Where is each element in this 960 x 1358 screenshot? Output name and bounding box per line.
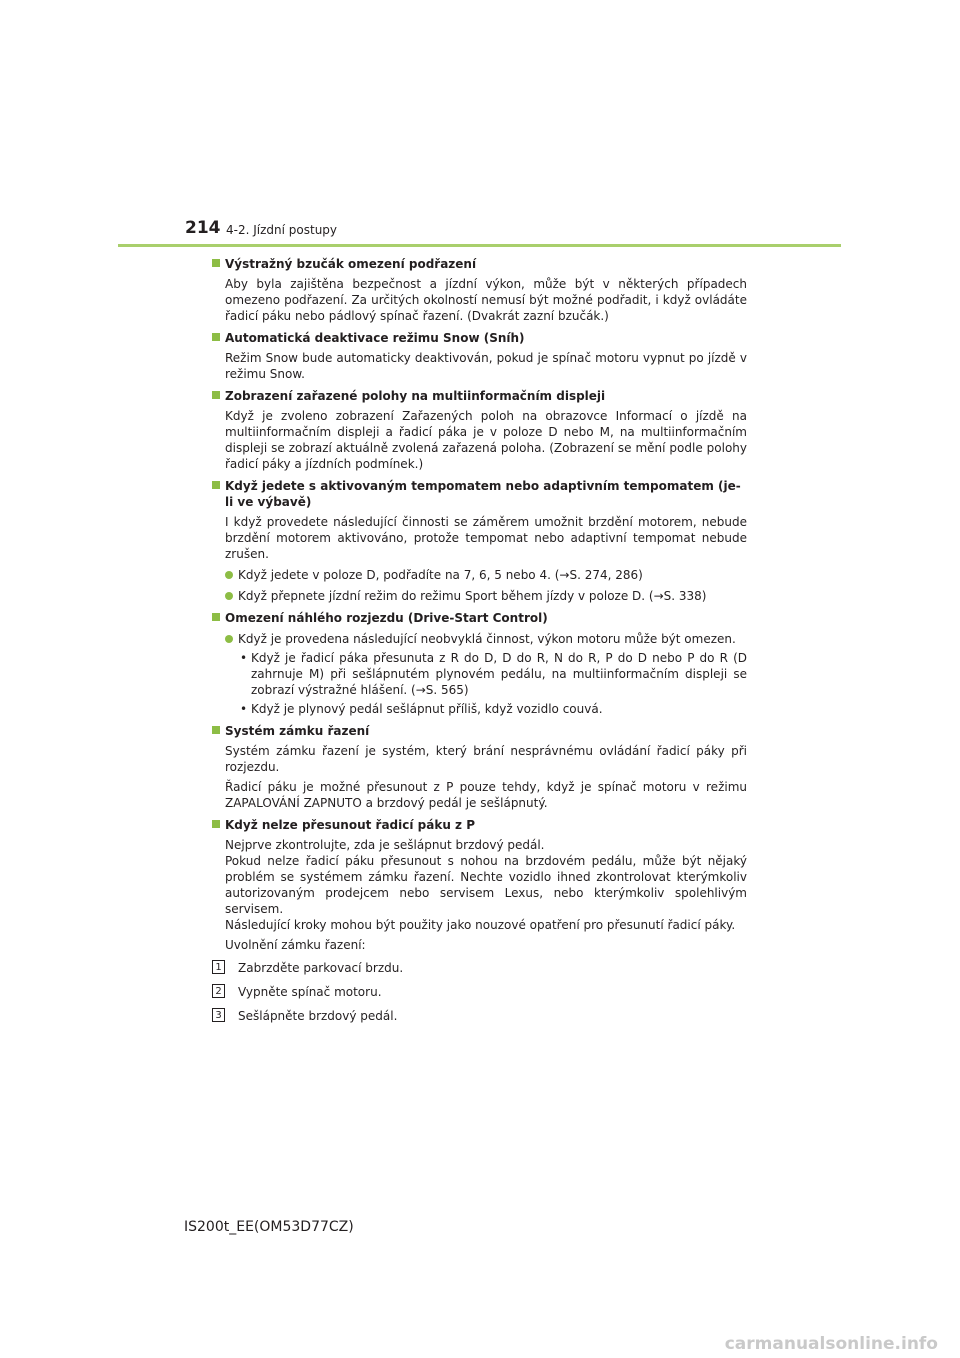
page-content	[212, 256, 747, 1031]
list-item: Když je provedena následující neobvyklá činnost, výkon motoru může být omezen.	[225, 631, 747, 647]
section-downshift-buzzer	[212, 256, 747, 324]
section-paragraph: Nejprve zkontrolujte, zda je sešlápnut brzdový pedál. Pokud nelze řadicí páku přesunout s nohou na brzdovém pedálu, může být nějaký problém se systémem zámku řazení. Nechte vozidlo ihned zkontrolovat kterýmkoliv autorizovaným prodejcem nebo servisem Lexus, nebo kterýmkoliv spolehlivým servisem. Následující kroky mohou být použity jako nouzové opatření pro přesunutí řadicí páky.	[225, 838, 747, 932]
step-item	[212, 959, 747, 977]
section-paragraph: Aby byla zajištěna bezpečnost a jízdní výkon, může být v některých případech omezeno podřazení. Za určitých okolností nemusí být možné podřadit, i když ovládáte řadicí páku nebo pádlový spínač řazení. (Dvakrát zazní bzučák.)	[225, 277, 747, 323]
section-cruise-control	[212, 478, 747, 604]
step-text: Sešlápněte brzdový pedál.	[238, 1009, 398, 1023]
section-heading: Automatická deaktivace režimu Snow (Sníh)	[212, 330, 747, 346]
step-number-box: 2	[212, 984, 225, 998]
square-bullet-icon	[212, 391, 220, 399]
small-bullet-icon: •	[240, 651, 248, 665]
section-paragraph: Řadicí páku je možné přesunout z P pouze tehdy, když je spínač motoru v režimu ZAPALOVÁNÍ ZAPNUTO a brzdový pedál je sešlápnutý.	[225, 780, 747, 810]
document-code: IS200t_EE(OM53D77CZ)	[184, 1219, 354, 1235]
watermark: carmanualsonline.info	[724, 1334, 938, 1354]
square-bullet-icon	[212, 613, 220, 621]
section-drive-start-control	[212, 610, 747, 717]
step-number-box: 3	[212, 1008, 225, 1022]
round-bullet-icon	[225, 635, 233, 643]
step-text: Vypněte spínač motoru.	[238, 985, 382, 999]
square-bullet-icon	[212, 481, 220, 489]
square-bullet-icon	[212, 333, 220, 341]
section-paragraph: I když provedete následující činnosti se záměrem umožnit brzdění motorem, nebude brzdění motorem aktivováno, protože tempomat nebo adaptivní tempomat nebude zrušen.	[225, 515, 747, 561]
sub-list-item: • Když je řadicí páka přesunuta z R do D, D do R, N do R, P do D nebo P do R (D zahrnuje M) při sešlápnutém plynovém pedálu, na multiinformačním displeji se zobrazí výstražné hlášení. (→S. 565)	[240, 651, 747, 697]
square-bullet-icon	[212, 820, 220, 828]
header-divider	[118, 244, 841, 247]
page-number: 214	[185, 218, 221, 238]
section-shift-lock	[212, 723, 747, 811]
section-heading: Zobrazení zařazené polohy na multiinformačním displeji	[212, 388, 747, 404]
step-item	[212, 1007, 747, 1025]
section-paragraph: Uvolnění zámku řazení:	[225, 938, 366, 952]
round-bullet-icon	[225, 592, 233, 600]
sub-list-item: • Když je plynový pedál sešlápnut příliš, když vozidlo couvá.	[240, 702, 603, 716]
section-heading: Systém zámku řazení	[212, 723, 747, 739]
section-heading: Když nelze přesunout řadicí páku z P	[212, 817, 747, 833]
chapter-title: 4-2. Jízdní postupy	[226, 223, 338, 237]
step-text: Zabrzděte parkovací brzdu.	[238, 961, 404, 975]
section-gear-display	[212, 388, 747, 472]
round-bullet-icon	[225, 571, 233, 579]
section-heading: Omezení náhlého rozjezdu (Drive-Start Control)	[212, 610, 747, 626]
small-bullet-icon: •	[240, 702, 248, 716]
list-item: Když přepnete jízdní režim do režimu Sport během jízdy v poloze D. (→S. 338)	[225, 588, 747, 604]
section-paragraph: Systém zámku řazení je systém, který brání nesprávnému ovládání řadicí páky při rozjezdu.	[225, 744, 747, 774]
section-heading: Výstražný bzučák omezení podřazení	[212, 256, 747, 272]
section-paragraph: Režim Snow bude automaticky deaktivován, pokud je spínač motoru vypnut po jízdě v režimu Snow.	[225, 351, 747, 381]
list-item: Když jedete v poloze D, podřadíte na 7, 6, 5 nebo 4. (→S. 274, 286)	[225, 567, 747, 583]
section-shift-release	[212, 817, 747, 1025]
square-bullet-icon	[212, 726, 220, 734]
section-snow-mode	[212, 330, 747, 382]
section-heading: Když jedete s aktivovaným tempomatem nebo adaptivním tempomatem (je-li ve výbavě)	[212, 478, 747, 510]
square-bullet-icon	[212, 259, 220, 267]
step-number-box: 1	[212, 960, 225, 974]
section-paragraph: Když je zvoleno zobrazení Zařazených poloh na obrazovce Informací o jízdě na multiinformačním displeji a řadicí páka je v poloze D nebo M, na multiinformačním displeji se zobrazí aktuálně zvolená zařazená poloha. (Zobrazení se mění podle polohy řadicí páky a jízdních podmínek.)	[225, 409, 747, 471]
step-item	[212, 983, 747, 1001]
